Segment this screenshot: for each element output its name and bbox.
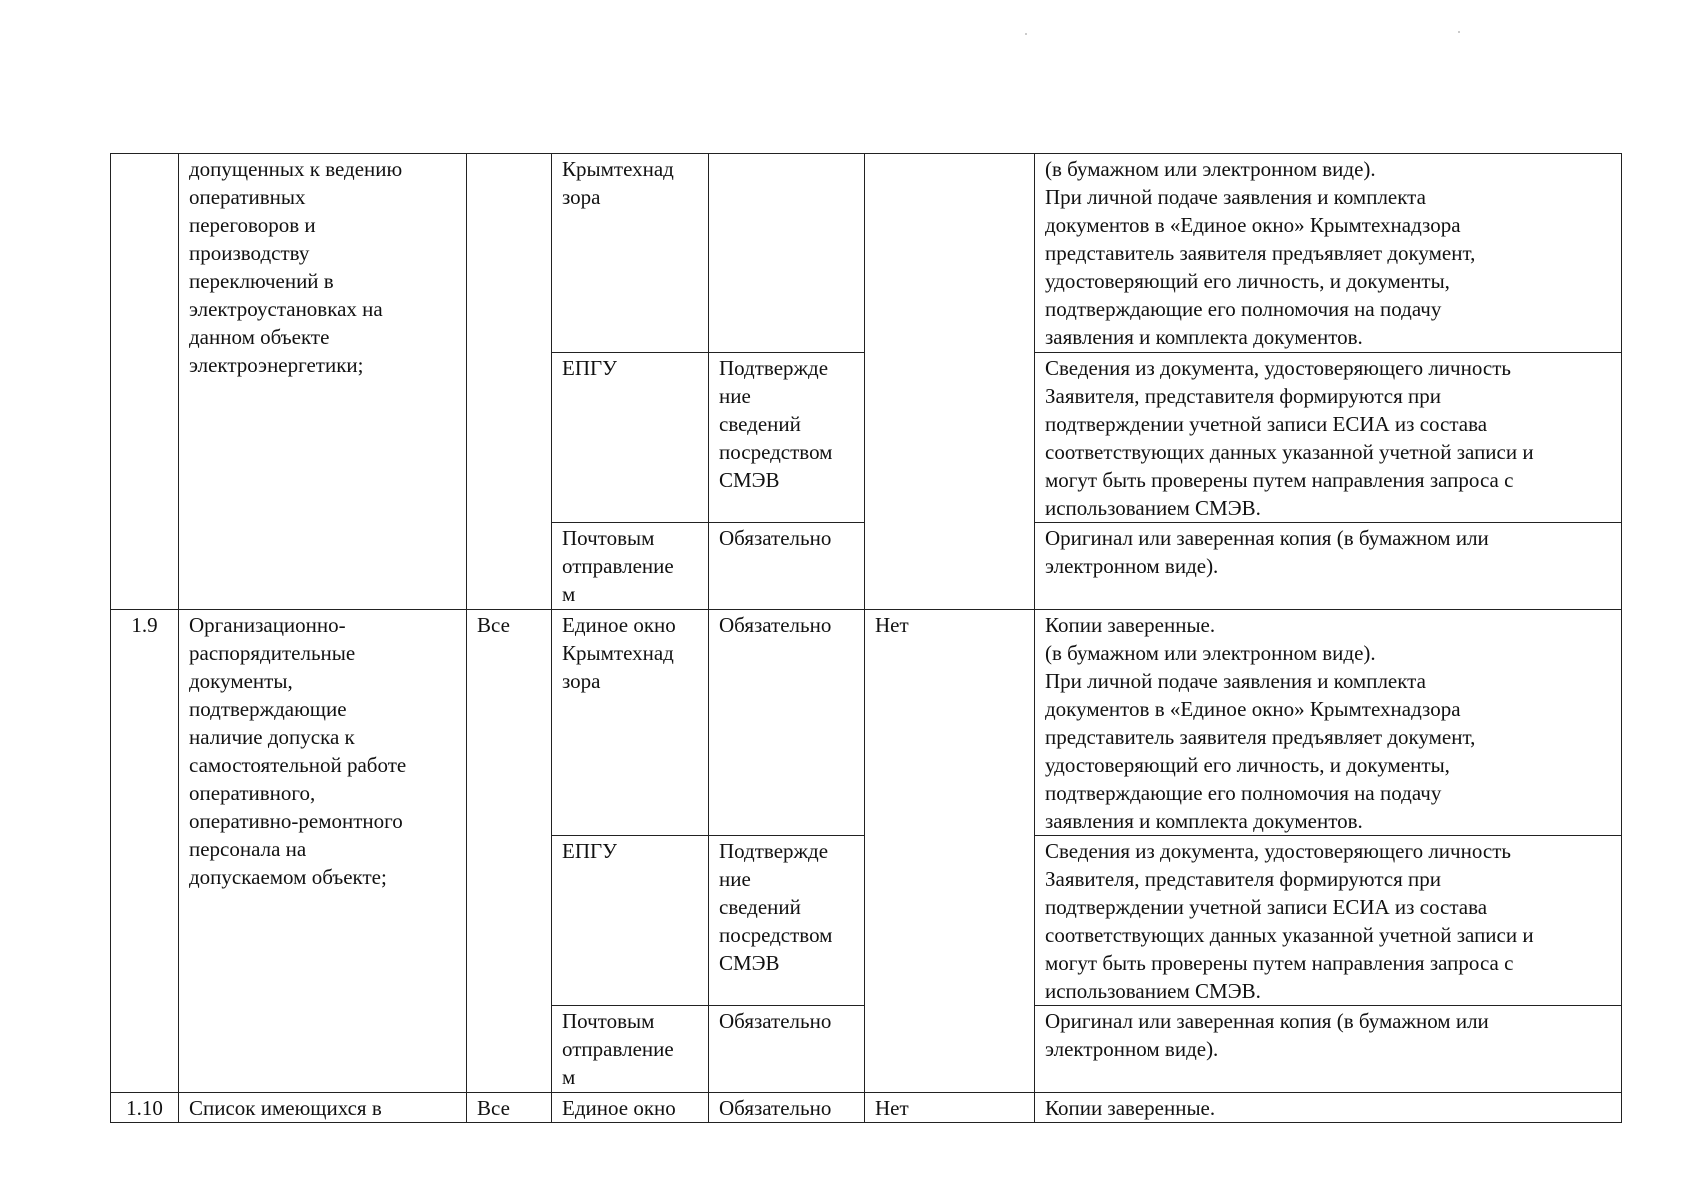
- item-number-cell: 1.10: [111, 1093, 179, 1123]
- requirement-cell: Обязательно: [709, 610, 865, 836]
- channel-cell: Почтовым отправление м: [552, 1006, 709, 1093]
- channel-cell: ЕПГУ: [552, 836, 709, 1006]
- table-row: [111, 1093, 1622, 1123]
- description-cell: (в бумажном или электронном виде). При личной подаче заявления и комплекта документов в «Единое окно» Крымтехнадзора представитель заявителя предъявляет документ, удостоверяющий его личность, и документы, подтверждающие его полномочия на подачу заявления и комплекта документов.: [1035, 154, 1622, 353]
- description-cell: Сведения из документа, удостоверяющего личность Заявителя, представителя формируются при подтверждении учетной записи ЕСИА из состава соответствующих данных указанной учетной записи и могут быть проверены путем направления запроса с использованием СМЭВ.: [1035, 836, 1622, 1006]
- channel-cell: ЕПГУ: [552, 353, 709, 523]
- table-row: [111, 610, 1622, 836]
- channel-cell: Единое окно Крымтехнад зора: [552, 610, 709, 836]
- requirement-cell: Обязательно: [709, 1006, 865, 1093]
- requirement-cell: Обязательно: [709, 523, 865, 610]
- document-name-cell: Организационно- распорядительные документы, подтверждающие наличие допуска к самостоятельной работе оперативного, оперативно-ремонтного персонала на допускаемом объекте;: [179, 610, 467, 1093]
- scan-speck: [1458, 31, 1460, 33]
- description-cell: Сведения из документа, удостоверяющего личность Заявителя, представителя формируются при подтверждении учетной записи ЕСИА из состава соответствующих данных указанной учетной записи и могут быть проверены путем направления запроса с использованием СМЭВ.: [1035, 353, 1622, 523]
- scan-speck: [1025, 33, 1027, 35]
- channel-cell: Единое окно: [552, 1093, 709, 1123]
- item-number-cell: [111, 154, 179, 610]
- table-row: [111, 154, 1622, 353]
- description-cell: Копии заверенные.: [1035, 1093, 1622, 1123]
- channel-cell: Крымтехнад зора: [552, 154, 709, 353]
- requirements-table: [110, 153, 1622, 1123]
- document-name-cell: допущенных к ведению оперативных переговоров и производству переключений в электроустановках на данном объекте электроэнергетики;: [179, 154, 467, 610]
- requirement-cell: Обязательно: [709, 1093, 865, 1123]
- requirement-cell: Подтвержде ние сведений посредством СМЭВ: [709, 836, 865, 1006]
- description-cell: Оригинал или заверенная копия (в бумажном или электронном виде).: [1035, 1006, 1622, 1093]
- interagency-cell: Нет: [865, 1093, 1035, 1123]
- channel-cell: Почтовым отправление м: [552, 523, 709, 610]
- item-number-cell: 1.9: [111, 610, 179, 1093]
- interagency-cell: Нет: [865, 610, 1035, 1093]
- applicants-cell: Все: [467, 610, 552, 1093]
- document-name-cell: Список имеющихся в: [179, 1093, 467, 1123]
- applicants-cell: Все: [467, 1093, 552, 1123]
- interagency-cell: [865, 154, 1035, 610]
- applicants-cell: [467, 154, 552, 610]
- requirement-cell: [709, 154, 865, 353]
- description-cell: Оригинал или заверенная копия (в бумажном или электронном виде).: [1035, 523, 1622, 610]
- requirement-cell: Подтвержде ние сведений посредством СМЭВ: [709, 353, 865, 523]
- description-cell: Копии заверенные. (в бумажном или электронном виде). При личной подаче заявления и комплекта документов в «Единое окно» Крымтехнадзора представитель заявителя предъявляет документ, удостоверяющий его личность, и документы, подтверждающие его полномочия на подачу заявления и комплекта документов.: [1035, 610, 1622, 836]
